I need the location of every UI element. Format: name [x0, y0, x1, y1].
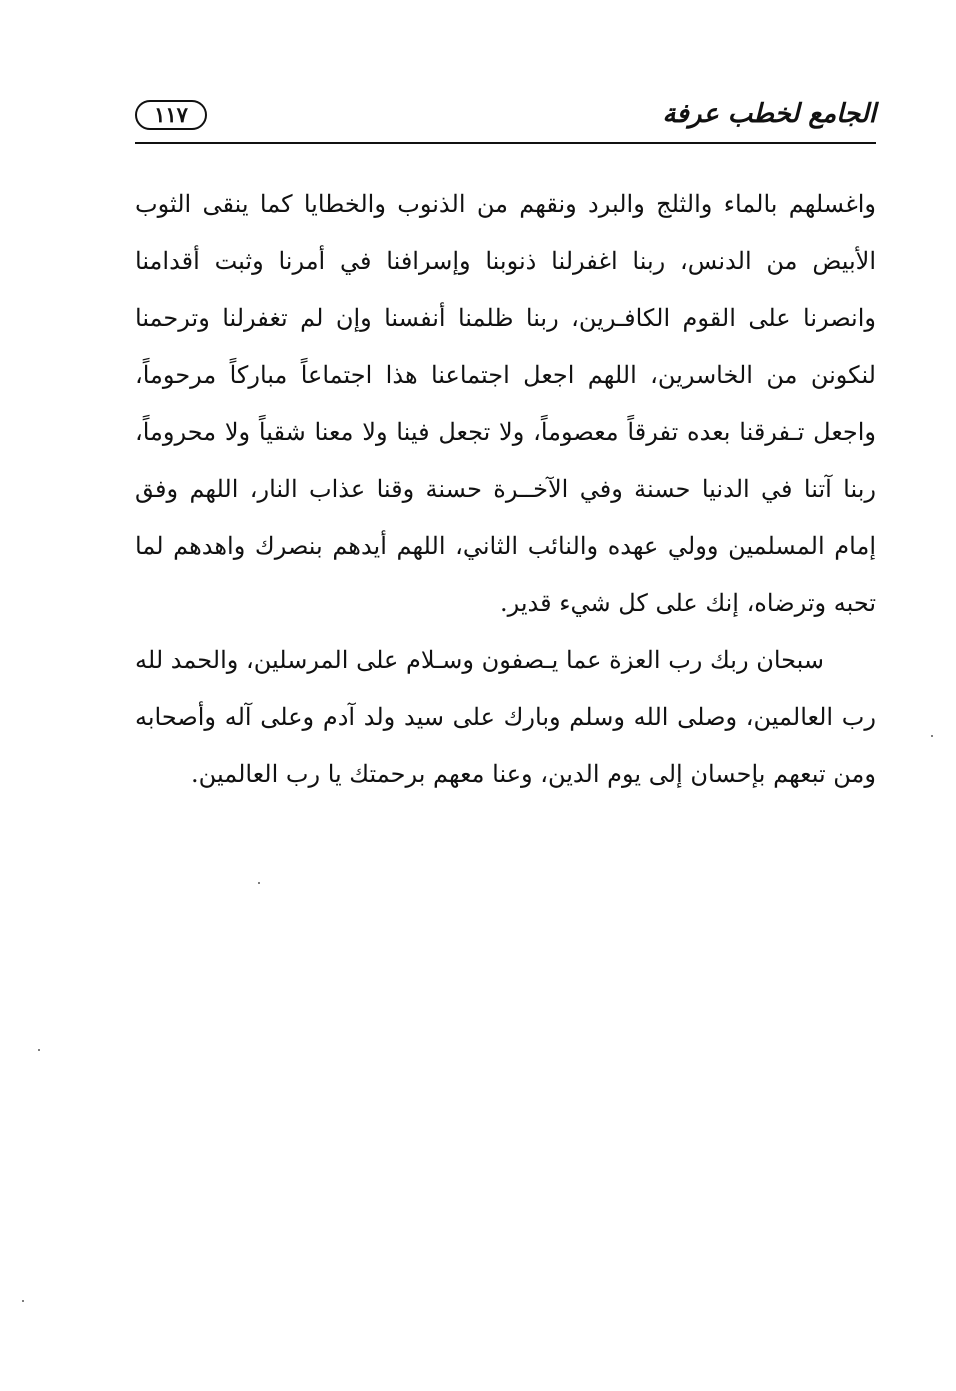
paragraph-1: واغسلهم بالماء والثلج والبرد ونقهم من الذنوب والخطايا كما ينقى الثوب الأبيض من الدنس، ربنا اغفرلنا ذنوبنا وإسرافنا في أمرنا وثبت أقدامنا وانصرنا على القوم الكافـرين، ربنا ظلمنا أنفسنا وإن لم تغفرلنا وترحمنا لنكونن من الخاسرين، اللهم اجعل اجتماعنا هذا اجتماعاً مباركاً مرحوماً، واجعل تـفرقنا بعده تفرقاً معصوماً، ولا تجعل فينا ولا معنا شقياً ولا محروماً، ربنا آتنا في الدنيا حسنة وفي الآخــرة حسنة وقنا عذاب النار، اللهم وفق إمام المسلمين وولي عهده والنائب الثاني، اللهم أيدهم بنصرك واهدهم لما تحبه وترضاه، إنك على كل شيء قدير. — [135, 190, 876, 617]
header-rule — [135, 142, 876, 144]
scan-speck — [38, 1049, 40, 1051]
page-number: ١١٧ — [135, 100, 207, 130]
paragraph-2: سبحان ربك رب العزة عما يـصفون وسـلام على المرسلين، والحمد لله رب العالمين، وصلى الله وسلم وبارك على سيد ولد آدم وعلى آله وأصحابه ومن تبعهم بإحسان إلى يوم الدين، وعنا معهم برحمتك يا رب العالمين. — [135, 646, 876, 788]
scan-speck — [931, 735, 933, 737]
main-text — [135, 176, 876, 803]
page-header — [135, 92, 876, 144]
scan-speck — [258, 882, 260, 884]
book-title: الجامع لخطب عرفة — [662, 99, 876, 129]
scan-speck — [22, 1300, 24, 1302]
